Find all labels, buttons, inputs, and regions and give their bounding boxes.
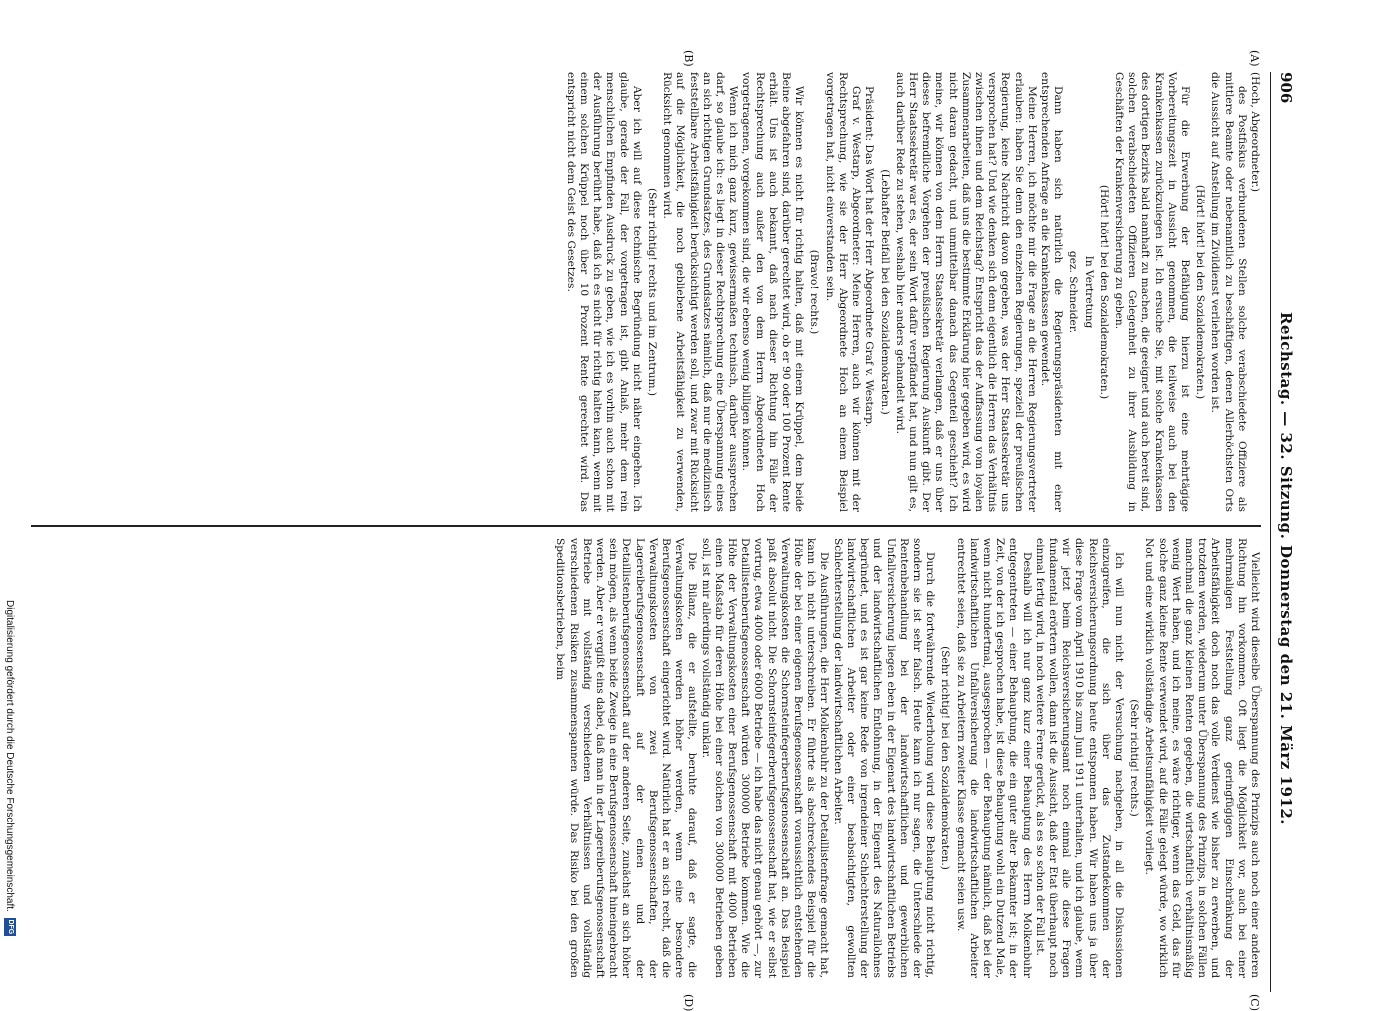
margin-marker-b: (B) xyxy=(682,50,695,67)
left-column xyxy=(564,72,1261,512)
paragraph: Wir können es nicht für richtig halten, daß mit einem Krüppel, dem beide Beine abgefahren sind, darüber gerechtet wird, ob er 90 oder 100 Prozent Rente erhält. Uns ist auch bekannt, daß nach dieser Richtung hin Fälle der Rechtsprechung auch außer den von dem Herrn Abgeordneten Hoch vorgetragenen, vorgekommen sind, die wir ebenso wenig billigen können. xyxy=(740,72,806,512)
paragraph: Aber ich will auf diese technische Begründung nicht näher eingehen. Ich glaube, gerade der Fall, der vorgetragen ist, gibt Anlaß, mehr dem rein menschlichen Empfinden Ausdruck zu geben, wie ich es vorhin auch schon mit der Ausführung berührt habe, daß ich es nicht für richtig halten kann, wenn mit einem solchen Krüppel noch über 10 Prozent Rente gerechtet wird. Das entspricht nicht dem Geist des Gesetzes. xyxy=(564,72,643,512)
paragraph: Graf v. Westarp, Abgeordneter: Meine Herren, auch wir können mit der Rechtsprechung, wie sie der Herr Abgeordnete Hoch an einem Beispiel vorgetragen hat, nicht einverstanden sein. xyxy=(823,72,863,512)
paragraph: Ich will nun nicht der Versuchung nachgeben, in all die Diskussionen einzugreifen, die sich über das Zustandekommen der Reichsversicherungsordnung heute entsponnen haben. Wir haben uns ja über diese Frage vom April 1910 bis zum Juni 1911 unterhalten, und ich glaube, wenn wir jetzt beim Reichsversicherungsamt noch einmal alle diese Fragen fundamental erörtern wollen, dann ist die Aussicht, daß der Etat überhaupt noch einmal fertig wird, in noch weitere Ferne gerückt, als es so schon der Fall ist. xyxy=(1033,538,1125,978)
interjection: (Sehr richtig! rechts und im Zentrum.) xyxy=(646,187,659,397)
column-divider xyxy=(31,525,1261,527)
header-rule xyxy=(1270,72,1271,992)
rotated-page xyxy=(25,50,1295,1011)
interjection: (Sehr richtig! rechts.) xyxy=(1128,699,1141,817)
margin-marker-c: (C) xyxy=(1248,994,1261,1011)
page-number: 906 xyxy=(1277,72,1295,104)
paragraph: des Postfiskus verbundenen Stellen solche verabschiedete Offiziere als mittlere Beamte oder nebenamtlich zu beschäftigen, denen Allerhöchsten Orts die Aussicht auf Anstellung im Zivildienst verliehen worden ist. xyxy=(1209,72,1248,512)
paragraph: Deshalb will ich nur ganz kurz einer Behauptung des Herrn Molkenbuhr entgegentreten — einer Behauptung, die ein guter alter Bekannter ist; in der Zeit, von der ich gesprochen habe, ist diese Behauptung wohl ein Dutzend Male, wenn nicht hundertmal, ausgesprochen — der Behauptung nämlich, daß bei der landwirtschaftlichen Unfallversicherung die landwirtschaftlichen Arbeiter entrechtet seien, daß sie zu Arbeitern zweiter Klasse gemacht seien usw. xyxy=(954,538,1033,978)
paragraph: Die Bilanz, die er aufstellte, beruhte darauf, daß er sagte, die Verwaltungskosten werden höher werden, wenn eine besondere Berufsgenossenschaft eingerichtet wird. Natürlich hat er an sich recht, daß die Verwaltungskosten von zwei Berufsgenossenschaften, der Lagereiberufsgenossenschaft auf der einen und der Detaillistenberufsgenossenschaft auf der anderen Seite, zunächst an sich höher sein mögen, als wenn beide Zweige in eine Berufsgenossenschaft hineingebracht werden. Aber er vergißt eins dabei, daß man in der Lagereiberufsgenossenschaft Betriebe mit vollständig verschiedenen Verhältnissen und vollständig verschiedenen Risiken zusammenspannen würde. Das Risiko bei den großen Speditionsbetrieben, beim xyxy=(554,538,699,978)
paragraph: Meine Herren, ich möchte mir die Frage an die Herren Regierungsvertreter erlauben: haben Sie denn den einzelnen Regierungen, speziell der preußischen Regierung, keine Nachricht davon gegeben, was der Herr Staatssekretär uns versprochen hat? Und wie denken sich denn eigentlich die Herren das Verhältnis zwischen ihnen und dem Reichstag? Entspricht das der Auffassung vom loyalen Zusammenarbeiten, daß uns die bestimmte Erklärung hier gegeben wird, es wird nicht daran gedacht, und unmittelbar danach das Gegenteil geschieht? Ich meine, wir können von dem Herrn Staatssekretär verlangen, daß er uns über dieses befremdliche Vorgehen der preußischen Regierung Auskunft gibt. Der Herr Staatssekretär war es, der sein Wort dafür verpfändet hat, und nun gilt es, auch darüber Rede zu stehen, weshalb hier anders gehandelt wird. xyxy=(893,72,1038,512)
digitization-credit xyxy=(2,600,18,1000)
page-title: Reichstag. — 32. Sitzung. Donnerstag den 21. März 1912. xyxy=(1277,312,1295,826)
right-column xyxy=(553,538,1261,978)
paragraph: Vielleicht wird dieselbe Überspannung des Prinzips auch noch einer anderen Richtung hin vorkommen. Oft liegt die Möglichkeit vor, auch bei einer mehrmaligen Feststellung ganz geringfügigen Einschränkung der Arbeitsfähigkeit doch noch das volle Verdienst wie bisher zu erwerben, und trotzdem werden, wiederum unter Überspannung des Prinzips, in solchen Fällen manchmal die ganz kleinen Renten gegeben, die wirtschaftlich verhältnismäßig wenig Wert haben, und ich meine, es wäre richtiger, wenn das Geld, das für solche ganz kleine Rente verwendet wird, auf die Fälle gelegt würde, wo wirklich Not und eine wirklich vollständige Arbeitsunfähigkeit vorliegt. xyxy=(1143,538,1261,978)
paragraph: (Hoch, Abgeordneter.) xyxy=(1249,72,1261,192)
paragraph: Wenn ich mich ganz kurz, gewissermaßen technisch, darüber aussprechen darf, so glaube ich: es liegt in dieser Rechtsprechung eine Überspannung eines an sich richtigen Grundsatzes, des Grundsatzes nämlich, daß nur die medizinisch feststellbare Arbeitsfähigkeit berücksichtigt werden soll, und zwar mit Rücksicht auf die Möglichkeit, die noch gebliebene Arbeitsfähigkeit zu verwenden, Rücksicht genommen wird. xyxy=(661,72,740,512)
interjection: (Hört! hört! bei den Sozialdemokraten.) xyxy=(1194,184,1207,400)
margin-marker-d: (D) xyxy=(682,994,695,1011)
paragraph: Für die Erwerbung der Befähigung hierzu ist eine mehrtägige Vorbereitungszeit in Aussicht genommen, die teilweise auch bei den Krankenkassen zurückzulegen ist. Ich ersuche Sie, mit solche Krankenkassen des dortigen Bezirks bald namhaft zu machen, die geeignet und auch bereit sind, solchen verabschiedeten Offizieren Gelegenheit zu ihrer Ausbildung in Geschäften der Krankenversicherung zu geben. xyxy=(1112,72,1191,512)
credit-text: Digitalisierung gefördert durch die Deutsche Forschungsgemeinschaft. xyxy=(4,600,16,912)
paragraph: Dann haben sich natürlich die Regierungspräsidenten mit einer entsprechenden Anfrage an die Krankenkassen gewendet. xyxy=(1038,72,1065,512)
interjection: (Lebhafter Beifall bei den Sozialdemokraten.) xyxy=(878,169,891,415)
page-header xyxy=(1273,72,1295,992)
paragraph: Präsident: Das Wort hat der Herr Abgeordnete Graf v. Westarp. xyxy=(863,86,876,428)
signature-line: gez. Schneider. xyxy=(1067,250,1080,334)
dfg-logo: DFG xyxy=(4,918,16,936)
margin-marker-a: (A) xyxy=(1248,50,1261,67)
interjection: (Hört! hört! bei den Sozialdemokraten.) xyxy=(1097,184,1110,400)
signature-line: In Vertretung xyxy=(1082,255,1095,329)
paragraph: Die Ausführungen, die Herr Molkenbuhr zu der Detaillistenfrage gemacht hat, kann ich nicht unterschreiben. Er führte als abschreckendes Beispiel für die Höhe der bei einer eigenen Berufsgenossenschaft voraussichtlich entstehenden Verwaltungskosten die Schornsteinfegerberufsgenossenschaft an. Das Beispiel paßt absolut nicht. Die Schornsteinfegerberufsgenossenschaft hat, wie er selbst vortrug, etwa 4000 oder 6000 Betriebe — ich habe das nicht genau gehört —, zur Detaillistenberufsgenossenschaft würden 300000 Betriebe kommen. Wie die Höhe der Verwaltungskosten einer Berufsgenossenschaft mit 4000 Betrieben einen Maßstab für deren Höhe bei einer solchen von 300000 Betrieben geben soll, ist mir allerdings vollständig unklar. xyxy=(699,538,831,978)
interjection: (Sehr richtig! bei den Sozialdemokraten.) xyxy=(939,646,952,870)
paragraph: Durch die fortwährende Wiederholung wird diese Behauptung nicht richtig, sondern sie ist sehr falsch. Heute kann ich nur sagen, die Unterschiede der Rentenbehandlung bei der landwirtschaftlichen und gewerblichen Unfallversicherung liegen eben in der Eigenart des landwirtschaftlichen Betriebs und der landwirtschaftlichen Entlohnung, in der Eigenart des Naturallohnes begründet, und es ist gar keine Rede von irgendeiner Schlechterstellung der landwirtschaftlichen Arbeiter oder einer beabsichtigten, gewollten Schlechterstellung der landwirtschaftlichen Arbeiter. xyxy=(831,538,937,978)
interjection: (Bravo! rechts.) xyxy=(808,249,821,335)
